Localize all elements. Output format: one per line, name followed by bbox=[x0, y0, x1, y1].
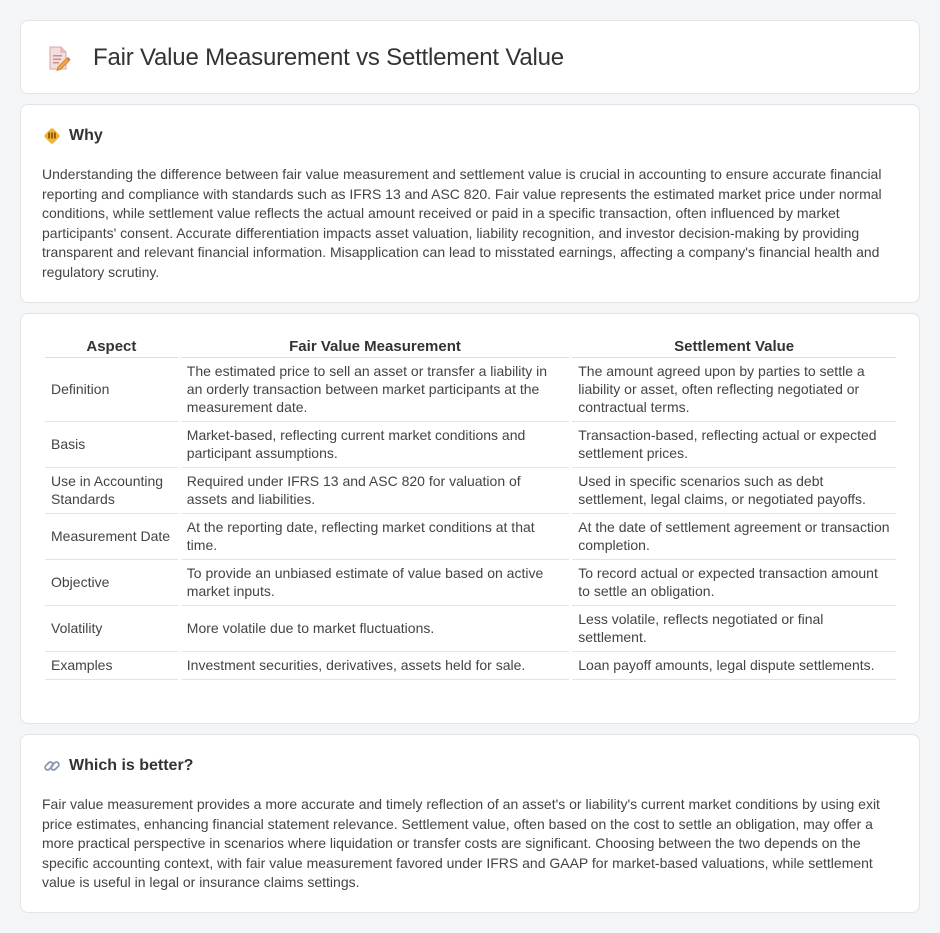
table-cell-aspect: Measurement Date bbox=[45, 514, 178, 560]
table-cell-aspect: Basis bbox=[45, 422, 178, 468]
why-body: Understanding the difference between fair value measurement and settlement value is crucial in accounting to ensure accurate financial reporting and compliance with standards such as IFRS 13 and ASC 820. Fair value represents the estimated market price under normal conditions, while settlement value reflects the actual amount received or paid in a specific transaction, often influenced by market participants' consent. Accurate differentiation impacts asset valuation, liability recognition, and investor decision-making by providing transparent and relevant financial information. Misapplication can lead to misstated earnings, affecting a company's financial health and regulatory scrutiny. bbox=[42, 166, 882, 280]
table-cell-aspect: Definition bbox=[45, 358, 178, 422]
title-card bbox=[20, 20, 920, 94]
table-cell-settlement-value: Less volatile, reflects negotiated or final settlement. bbox=[572, 606, 896, 652]
table-row bbox=[45, 422, 896, 468]
page-header bbox=[47, 44, 564, 72]
table-row bbox=[45, 560, 896, 606]
table-cell-aspect: Examples bbox=[45, 652, 178, 680]
table-cell-settlement-value: The amount agreed upon by parties to settle a liability or asset, often reflecting negotiated or contractual terms. bbox=[572, 358, 896, 422]
table-header-row bbox=[45, 337, 896, 358]
table-cell-fair-value: More volatile due to market fluctuations. bbox=[181, 606, 569, 652]
table-cell-aspect: Volatility bbox=[45, 606, 178, 652]
diamond-warning-icon bbox=[43, 127, 61, 145]
table-cell-fair-value: At the reporting date, reflecting market conditions at that time. bbox=[181, 514, 569, 560]
table-row bbox=[45, 652, 896, 680]
page-title: Fair Value Measurement vs Settlement Value bbox=[93, 44, 564, 71]
comparison-table bbox=[42, 337, 899, 680]
why-section bbox=[20, 104, 920, 303]
column-header-settlement-value: Settlement Value bbox=[572, 337, 896, 358]
table-cell-fair-value: Market-based, reflecting current market conditions and participant assumptions. bbox=[181, 422, 569, 468]
why-heading-row bbox=[43, 127, 103, 145]
table-cell-aspect: Objective bbox=[45, 560, 178, 606]
table-cell-settlement-value: Used in specific scenarios such as debt settlement, legal claims, or negotiated payoffs. bbox=[572, 468, 896, 514]
table-cell-settlement-value: Loan payoff amounts, legal dispute settlements. bbox=[572, 652, 896, 680]
better-heading-row bbox=[43, 757, 193, 775]
table-row bbox=[45, 606, 896, 652]
table-cell-fair-value: Investment securities, derivatives, assets held for sale. bbox=[181, 652, 569, 680]
column-header-fair-value: Fair Value Measurement bbox=[181, 337, 569, 358]
table-cell-aspect: Use in Accounting Standards bbox=[45, 468, 178, 514]
table-cell-settlement-value: To record actual or expected transaction amount to settle an obligation. bbox=[572, 560, 896, 606]
table-cell-settlement-value: Transaction-based, reflecting actual or expected settlement prices. bbox=[572, 422, 896, 468]
table-cell-fair-value: To provide an unbiased estimate of value based on active market inputs. bbox=[181, 560, 569, 606]
why-heading: Why bbox=[69, 127, 103, 144]
better-body: Fair value measurement provides a more accurate and timely reflection of an asset's or liability's current market conditions by using exit price estimates, enhancing financial statement relevance. Settlement value, often based on the cost to settle an obligation, may offer a more practical perspective in scenarios where liquidation or transfer costs are significant. Choosing between the two depends on the specific accounting context, with fair value measurement favored under IFRS and GAAP for market-based valuations, while settlement value is useful in legal or insurance claims settings. bbox=[42, 796, 880, 891]
link-icon bbox=[43, 757, 61, 775]
table-row bbox=[45, 514, 896, 560]
comparison-section bbox=[20, 313, 920, 724]
table-row bbox=[45, 358, 896, 422]
table-cell-fair-value: The estimated price to sell an asset or transfer a liability in an orderly transaction between market participants at the measurement date. bbox=[181, 358, 569, 422]
which-is-better-section bbox=[20, 734, 920, 913]
table-cell-settlement-value: At the date of settlement agreement or transaction completion. bbox=[572, 514, 896, 560]
table-row bbox=[45, 468, 896, 514]
column-header-aspect: Aspect bbox=[45, 337, 178, 358]
document-pencil-icon bbox=[47, 45, 71, 71]
table-cell-fair-value: Required under IFRS 13 and ASC 820 for valuation of assets and liabilities. bbox=[181, 468, 569, 514]
better-heading: Which is better? bbox=[69, 757, 194, 774]
